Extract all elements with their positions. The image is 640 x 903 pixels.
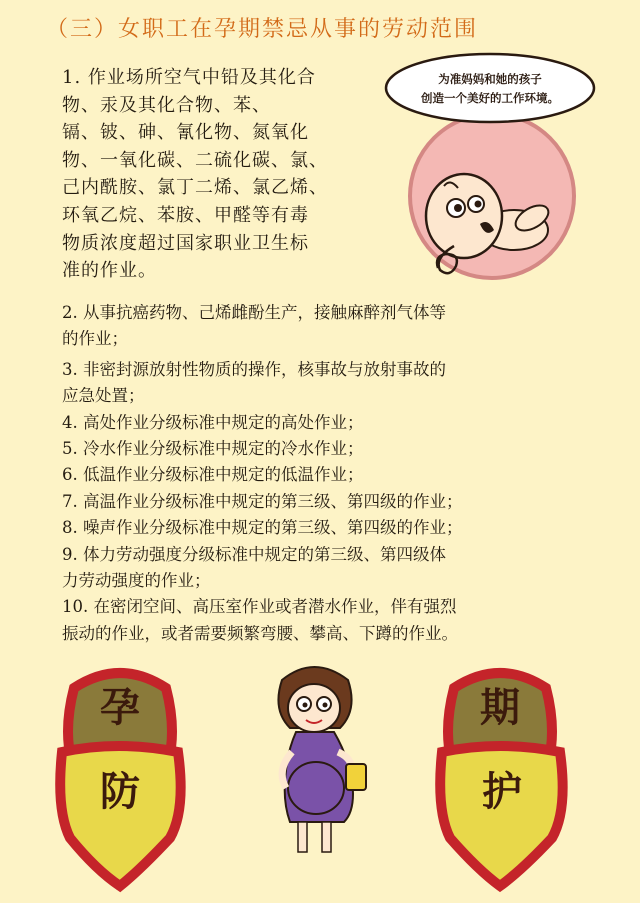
list-item: 5. 冷水作业分级标准中规定的冷水作业； xyxy=(62,439,364,459)
shield-char-top-left: 孕 xyxy=(100,684,140,731)
item-1-line: 物、一氧化碳、二硫化碳、氯、 xyxy=(62,149,328,171)
woman-leg xyxy=(298,822,307,852)
list-item: 4. 高处作业分级标准中规定的高处作业； xyxy=(62,412,364,432)
yellow-bag xyxy=(346,764,366,790)
list-item: 8. 噪声作业分级标准中规定的第三级、第四级的作业； xyxy=(62,518,463,538)
item-1-line: 己内酰胺、氯丁二烯、氯乙烯、 xyxy=(62,177,328,199)
shield-char-top-right: 期 xyxy=(480,684,520,731)
item-1-line: 镉、铍、砷、氰化物、氮氧化 xyxy=(62,122,309,144)
list-item: 9. 体力劳动强度分级标准中规定的第三级、第四级体 力劳动强度的作业； xyxy=(62,544,446,591)
item-1-line: 准的作业。 xyxy=(62,260,157,282)
page-title: （三）女职工在孕期禁忌从事的劳动范围 xyxy=(46,17,479,42)
list-item: 6. 低温作业分级标准中规定的低温作业； xyxy=(62,465,364,485)
item-1-line: 物质浓度超过国家职业卫生标 xyxy=(62,232,309,254)
item-1-line: 环氧乙烷、苯胺、甲醛等有毒 xyxy=(62,204,309,226)
woman-leg xyxy=(322,822,331,852)
item-1 xyxy=(62,64,380,285)
list-item: 2. 从事抗癌药物、己烯雌酚生产，接触麻醉剂气体等 的作业； xyxy=(62,303,446,349)
item-list xyxy=(62,300,602,647)
list-item: 3. 非密封源放射性物质的操作，核事故与放射事故的 应急处置； xyxy=(62,359,446,406)
pregnant-belly xyxy=(288,762,344,814)
item-1-line: 物、汞及其化合物、苯、 xyxy=(62,94,271,116)
shield-char-bottom-left: 防 xyxy=(100,768,140,815)
shield-char-bottom-right: 护 xyxy=(482,768,522,815)
list-item: 7. 高温作业分级标准中规定的第三级、第四级的作业； xyxy=(62,491,463,511)
pregnant-woman-figure xyxy=(278,667,366,852)
speech-bubble-text: 为准妈妈和她的孩子 创造一个美好的工作环境。 xyxy=(421,72,559,105)
baby-head xyxy=(426,174,502,258)
item-1-line: 1. 作业场所空气中铅及其化合 xyxy=(62,67,316,88)
woman-face xyxy=(288,684,340,732)
list-item: 10. 在密闭空间、高压室作业或者潜水作业，伴有强烈 振动的作业，或者需要频繁弯腰、攀高、下蹲的作业。 xyxy=(62,597,458,643)
